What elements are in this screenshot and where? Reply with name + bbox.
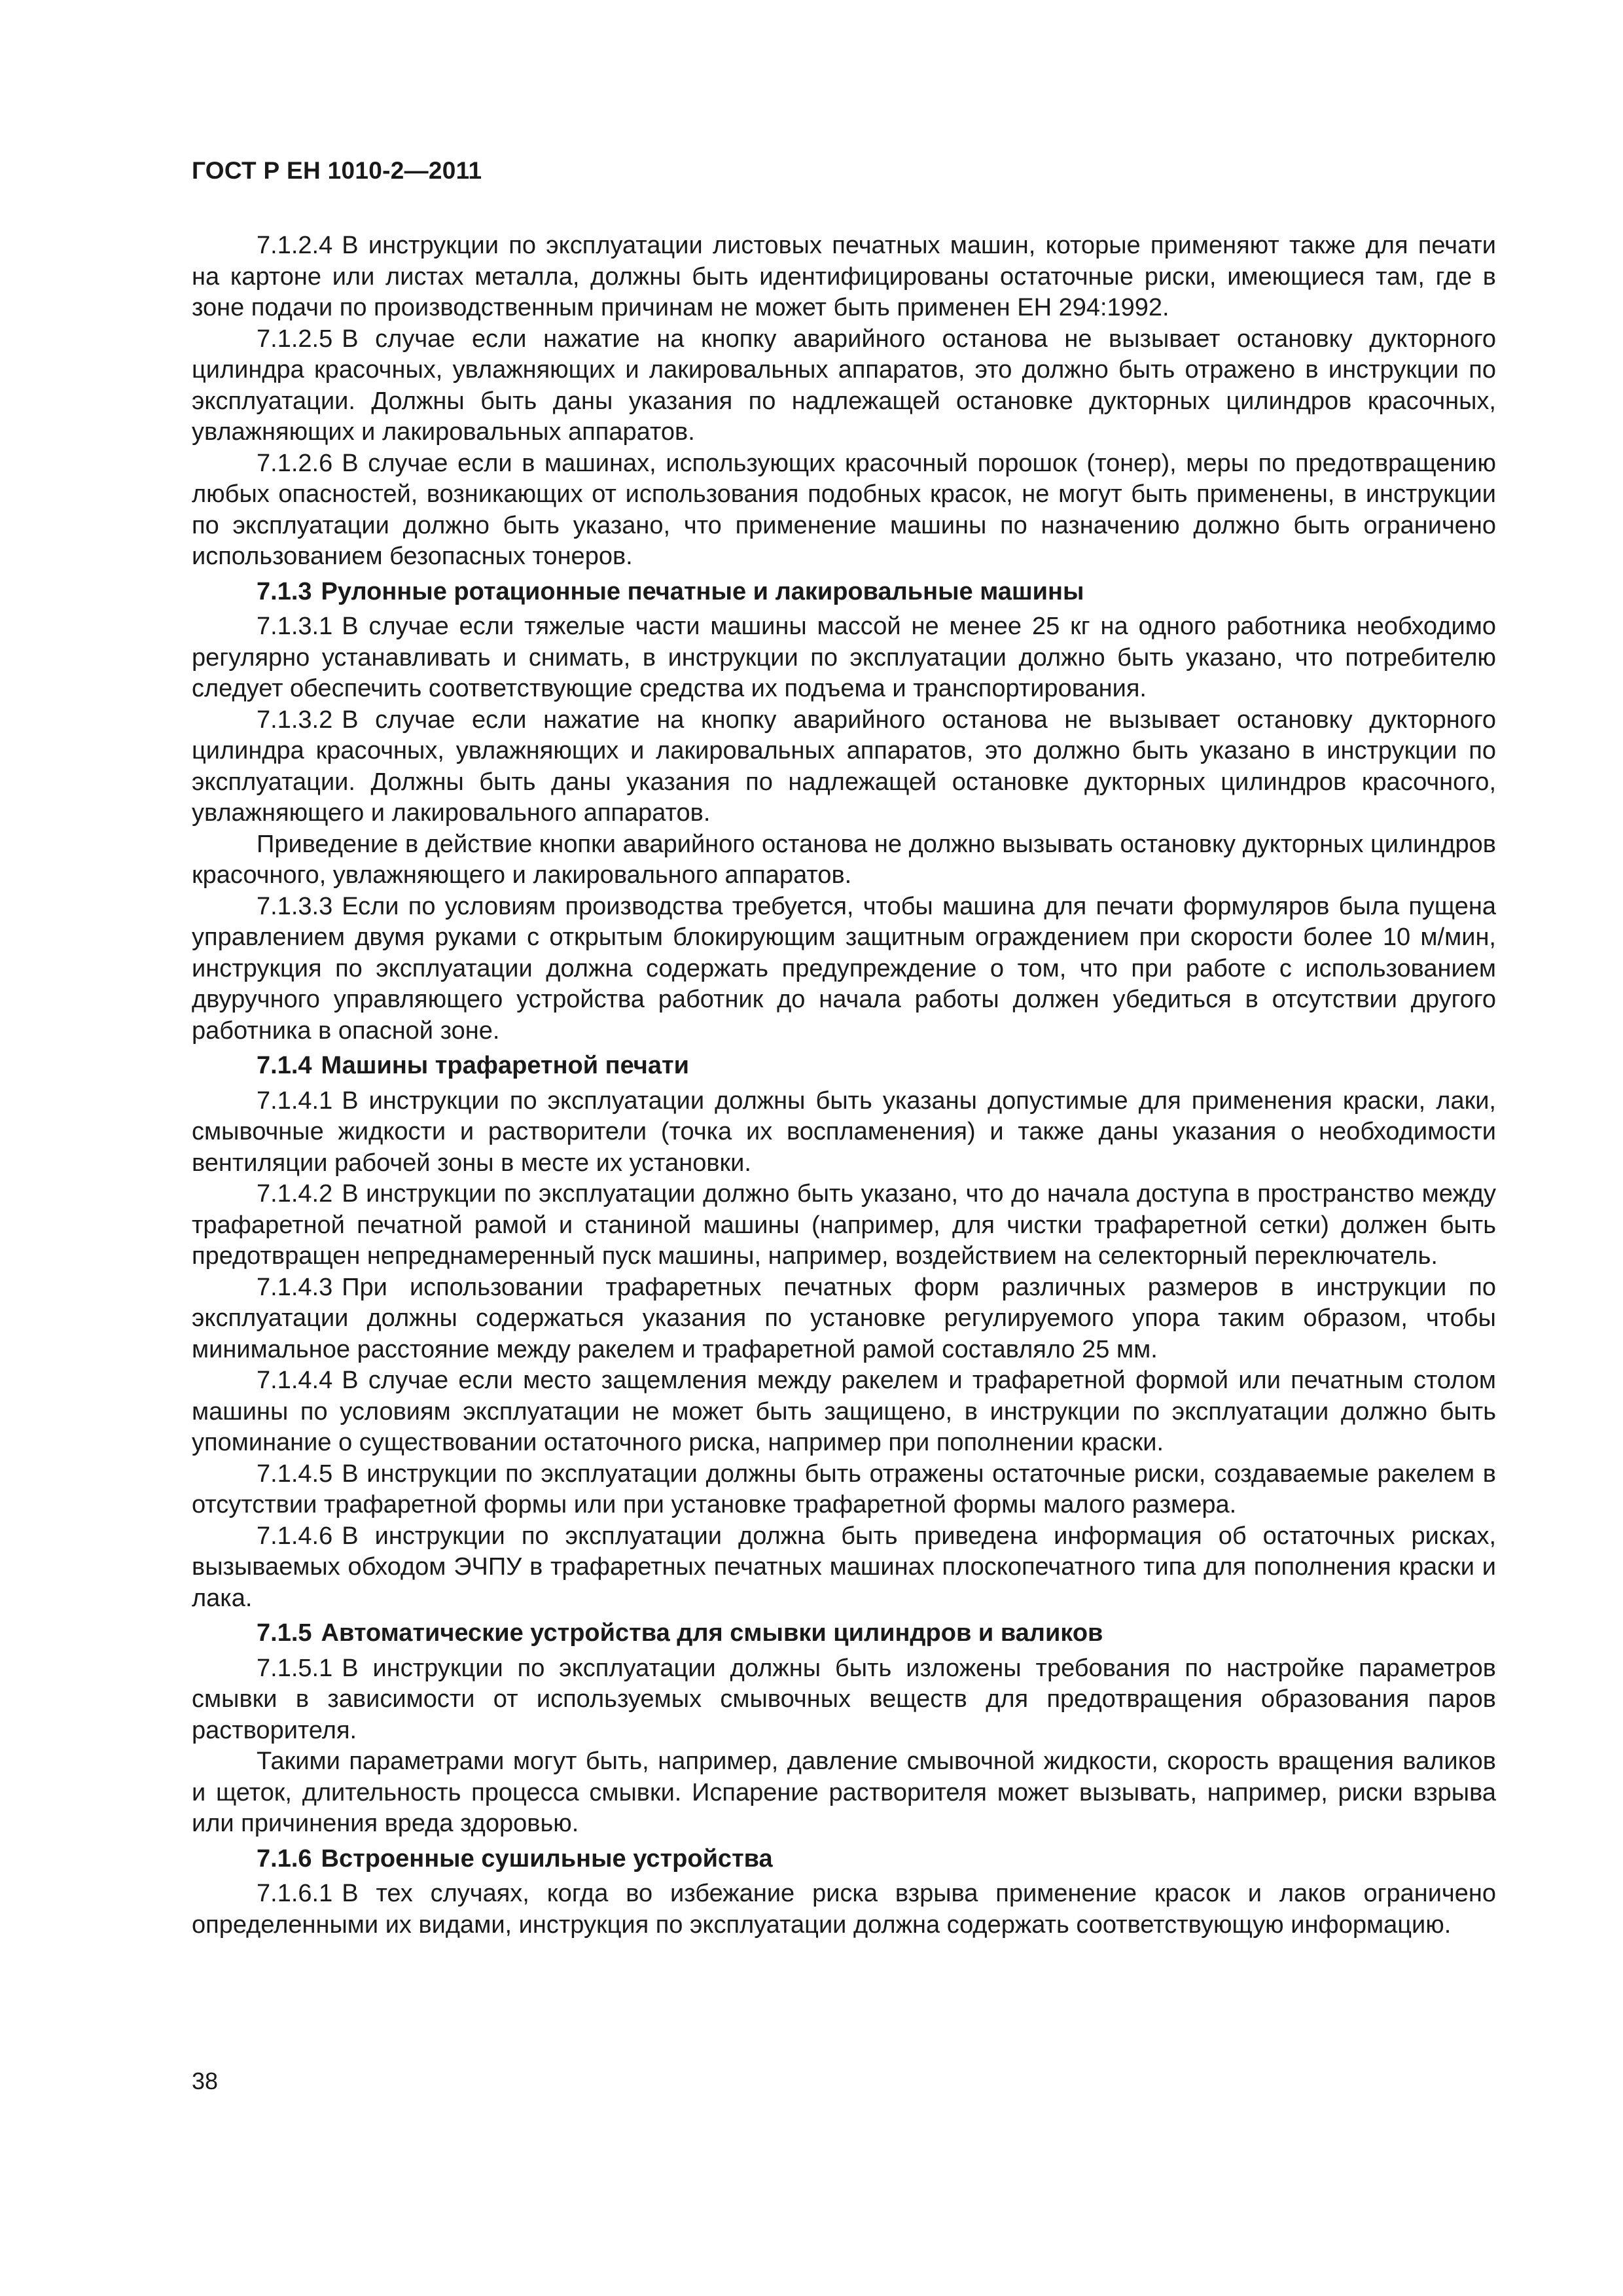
paragraph-7-1-3-3 <box>192 891 1496 1047</box>
clause-text: В инструкции по эксплуатации листовых печатных машин, которые применяют также для печати на картоне или листах металла, должны быть идентифицированы остаточные риски, имеющиеся там, где в зоне подачи по производственным причинам не может быть применен ЕН 294:1992. <box>192 232 1496 321</box>
clause-text: В тех случаях, когда во избежание риска взрыва применение красок и лаков ограничено определенными их видами, инструкция по эксплуатации должна содержать соответствующую информацию. <box>192 1880 1496 1939</box>
section-number: 7.1.4 <box>257 1052 312 1079</box>
paragraph-7-1-5-1-continued <box>192 1746 1496 1840</box>
section-title: Автоматические устройства для смывки цилиндров и валиков <box>321 1619 1103 1647</box>
clause-text: Приведение в действие кнопки аварийного останова не должно вызывать остановку дукторных цилиндров красочного, увлажняющего и лакировального аппаратов. <box>192 830 1496 889</box>
clause-number: 7.1.4.2 <box>257 1180 333 1208</box>
clause-number: 7.1.4.5 <box>257 1460 333 1488</box>
paragraph-7-1-4-4 <box>192 1365 1496 1459</box>
clause-number: 7.1.3.2 <box>257 706 333 734</box>
paragraph-7-1-4-3 <box>192 1272 1496 1366</box>
clause-text: Такими параметрами могут быть, например, давление смывочной жидкости, скорость вращения валиков и щеток, длительность процесса смывки. Испарение растворителя может вызывать, например, риски взрыва или причинения вреда здоровью. <box>192 1748 1496 1837</box>
clause-text: В инструкции по эксплуатации должны быть указаны допустимые для применения краски, лаки, смывочные жидкости и растворители (точка их воспламенения) и также даны указания о необходимости вентиляции рабочей зоны в месте их установки. <box>192 1086 1496 1177</box>
paragraph-7-1-3-2-continued <box>192 829 1496 891</box>
clause-text: В случае если нажатие на кнопку аварийного останова не вызывает остановку дукторного цилиндра красочных, увлажняющих и лакировальных аппаратов, это должно быть отражено в инструкции по эксплуатации. Должны быть даны указания по надлежащей остановке дукторных цилиндров красочных, увлажняющих и лакировальных аппаратов. <box>192 325 1496 446</box>
clause-number: 7.1.6.1 <box>257 1880 333 1907</box>
section-heading-7-1-4 <box>192 1050 1496 1082</box>
paragraph-7-1-2-5 <box>192 324 1496 448</box>
paragraph-7-1-5-1 <box>192 1653 1496 1747</box>
clause-text: При использовании трафаретных печатных форм различных размеров в инструкции по эксплуатации должны содержаться указания по установке регулируемого упора таким образом, чтобы минимальное расстояние между ракелем и трафаретной рамой составляло 25 мм. <box>192 1273 1496 1363</box>
clause-number: 7.1.2.6 <box>257 449 333 477</box>
paragraph-7-1-4-1 <box>192 1086 1496 1179</box>
section-title: Встроенные сушильные устройства <box>321 1844 773 1873</box>
clause-text: В случае если тяжелые части машины массой не менее 25 кг на одного работника необходимо регулярно устанавливать и снимать, в инструкции по эксплуатации должно быть указано, что потребителю следует обеспечить соответствующие средства их подъема и транспортирования. <box>192 613 1496 702</box>
section-number: 7.1.5 <box>257 1619 312 1647</box>
paragraph-7-1-2-4 <box>192 230 1496 324</box>
clause-text: Если по условиям производства требуется, чтобы машина для печати формуляров была пущена управлением двумя руками с открытым блокирующим защитным ограждением при скорости более 10 м/мин, инструкция по эксплуатации должна содержать предупреждение о том, что при работе с использованием двуручного управляющего устройства работник до начала работы должен убедиться в отсутствии другого работника в опасной зоне. <box>192 892 1496 1045</box>
clause-number: 7.1.3.1 <box>257 613 333 640</box>
clause-number: 7.1.4.6 <box>257 1522 333 1550</box>
section-heading-7-1-3 <box>192 577 1496 608</box>
clause-text: В инструкции по эксплуатации должны быть изложены требования по настройке параметров смывки в зависимости от используемых смывочных веществ для предотвращения образования паров растворителя. <box>192 1654 1496 1744</box>
section-heading-7-1-6 <box>192 1844 1496 1875</box>
page-number: 38 <box>192 2068 219 2094</box>
paragraph-7-1-3-2 <box>192 705 1496 829</box>
section-number: 7.1.6 <box>257 1844 312 1873</box>
section-title: Машины трафаретной печати <box>321 1052 689 1079</box>
paragraph-7-1-3-1 <box>192 611 1496 705</box>
paragraph-7-1-4-2 <box>192 1179 1496 1272</box>
document-header: ГОСТ Р ЕН 1010-2—2011 <box>192 157 482 184</box>
section-number: 7.1.3 <box>257 577 312 605</box>
clause-number: 7.1.4.1 <box>257 1086 333 1115</box>
clause-text: В инструкции по эксплуатации должно быть указано, что до начала доступа в пространство между трафаретной печатной рамой и станиной машины (например, для чистки трафаретной сетки) должен быть предотвращен непреднамеренный пуск машины, например, воздействием на селекторный переключатель. <box>192 1180 1496 1270</box>
document-body <box>192 230 1496 1941</box>
clause-text: В случае если нажатие на кнопку аварийного останова не вызывает остановку дукторного цилиндра красочных, увлажняющих и лакировальных аппаратов, это должно быть указано в инструкции по эксплуатации. Должны быть даны указания по надлежащей остановке дукторных цилиндров красочного, увлажняющего и лакировального аппаратов. <box>192 706 1496 827</box>
paragraph-7-1-6-1 <box>192 1878 1496 1941</box>
paragraph-7-1-4-6 <box>192 1521 1496 1615</box>
clause-number: 7.1.2.4 <box>257 232 333 259</box>
section-heading-7-1-5 <box>192 1618 1496 1649</box>
clause-number: 7.1.2.5 <box>257 325 333 353</box>
paragraph-7-1-2-6 <box>192 448 1496 573</box>
clause-text: В случае если в машинах, использующих красочный порошок (тонер), меры по предотвращению любых опасностей, возникающих от использования подобных красок, не могут быть применены, в инструкции по эксплуатации должно быть указано, что применение машины по назначению должно быть ограничено использованием безопасных тонеров. <box>192 449 1496 570</box>
clause-number: 7.1.4.4 <box>257 1367 333 1394</box>
clause-text: В инструкции по эксплуатации должна быть приведена информация об остаточных рисках, вызываемых обходом ЭЧПУ в трафаретных печатных машинах плоскопечатного типа для пополнения краски и лака. <box>192 1522 1496 1612</box>
clause-number: 7.1.4.3 <box>257 1273 333 1301</box>
clause-text: В инструкции по эксплуатации должны быть отражены остаточные риски, создаваемые ракелем в отсутствии трафаретной формы или при установке трафаретной формы малого размера. <box>192 1460 1496 1518</box>
clause-number: 7.1.3.3 <box>257 892 333 920</box>
paragraph-7-1-4-5 <box>192 1459 1496 1521</box>
clause-number: 7.1.5.1 <box>257 1654 333 1682</box>
section-title: Рулонные ротационные печатные и лакировальные машины <box>321 577 1084 605</box>
clause-text: В случае если место защемления между ракелем и трафаретной формой или печатным столом машины по условиям эксплуатации не может быть защищено, в инструкции по эксплуатации должно быть упоминание о существовании остаточного риска, например при пополнении краски. <box>192 1367 1496 1456</box>
